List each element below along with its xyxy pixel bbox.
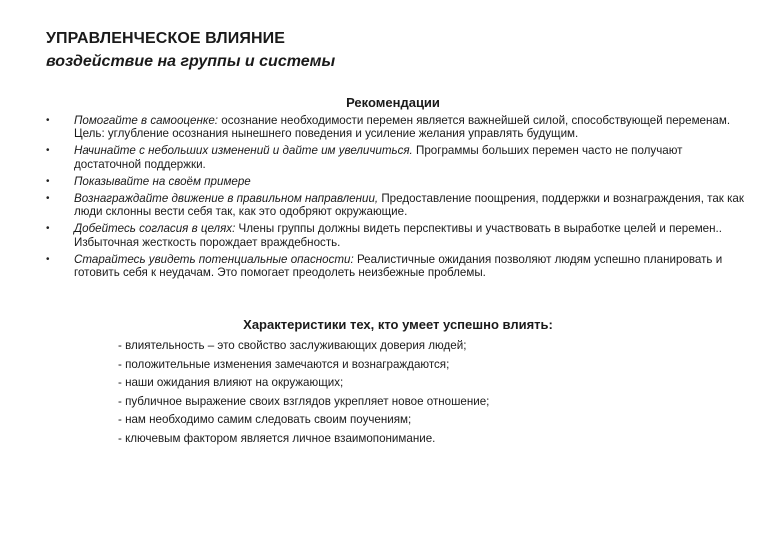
recommendation-lead: Помогайте в самооценке:	[74, 114, 219, 127]
recommendation-item	[46, 253, 746, 280]
document-subtitle: воздействие на группы и системы	[46, 53, 336, 70]
recommendation-item	[46, 192, 746, 219]
characteristics-heading: Характеристики тех, кто умеет успешно влиять:	[243, 317, 553, 332]
recommendations-list	[46, 114, 746, 283]
characteristic-item: - публичное выражение своих взглядов укрепляет новое отношение;	[118, 394, 490, 408]
bullet-icon: •	[46, 115, 50, 126]
bullet-icon: •	[46, 253, 50, 265]
characteristics-list	[118, 337, 718, 449]
characteristic-item: - положительные изменения замечаются и вознаграждаются;	[118, 357, 450, 371]
recommendation-text: Предоставление поощрения, поддержки и вознаграждения, так как люди склонны вести себя так, как это одобряют окружающие.	[74, 191, 744, 219]
characteristic-item: - ключевым фактором является личное взаимопонимание.	[118, 431, 436, 445]
bullet-icon: •	[46, 223, 50, 235]
document-title: УПРАВЛЕНЧЕСКОЕ ВЛИЯНИЕ	[46, 30, 285, 47]
recommendation-text: Реалистичные ожидания позволяют людям успешно планировать и готовить себя к неудачам. Это помогает преодолеть неизбежные проблемы.	[74, 252, 723, 280]
recommendation-item	[46, 222, 746, 249]
characteristic-item: - влиятельность – это свойство заслуживающих доверия людей;	[118, 339, 467, 352]
characteristic-item: - нам необходимо самим следовать своим поучениям;	[118, 413, 412, 427]
recommendation-lead: Вознаграждайте движение в правильном направлении,	[74, 191, 379, 205]
characteristic-item: - наши ожидания влияют на окружающих;	[118, 376, 344, 390]
recommendation-lead: Начинайте с небольших изменений и дайте им увеличиться.	[74, 144, 413, 158]
recommendation-lead: Добейтесь согласия в целях:	[74, 222, 236, 236]
bullet-icon: •	[46, 192, 50, 204]
recommendations-heading: Рекомендации	[346, 95, 440, 110]
recommendation-item	[46, 144, 746, 171]
recommendation-item	[46, 114, 746, 141]
recommendation-text: Программы больших перемен часто не получают достаточной поддержки.	[74, 144, 683, 171]
recommendation-lead: Старайтесь увидеть потенциальные опасности:	[74, 252, 354, 266]
recommendation-lead: Показывайте на своём примере	[74, 174, 251, 188]
bullet-icon: •	[46, 145, 50, 157]
recommendation-item	[46, 175, 746, 188]
bullet-icon: •	[46, 175, 50, 187]
recommendation-text: Члены группы должны видеть перспективы и участвовать в выработке целей и перемен.. Избыточная жесткость порождает враждебность.	[74, 222, 722, 249]
recommendation-text: осознание необходимости перемен является важнейшей силой, способствующей переменам. Цель: углубление осознания нынешнего поведения и усиление желания управлять будущим.	[74, 114, 731, 141]
